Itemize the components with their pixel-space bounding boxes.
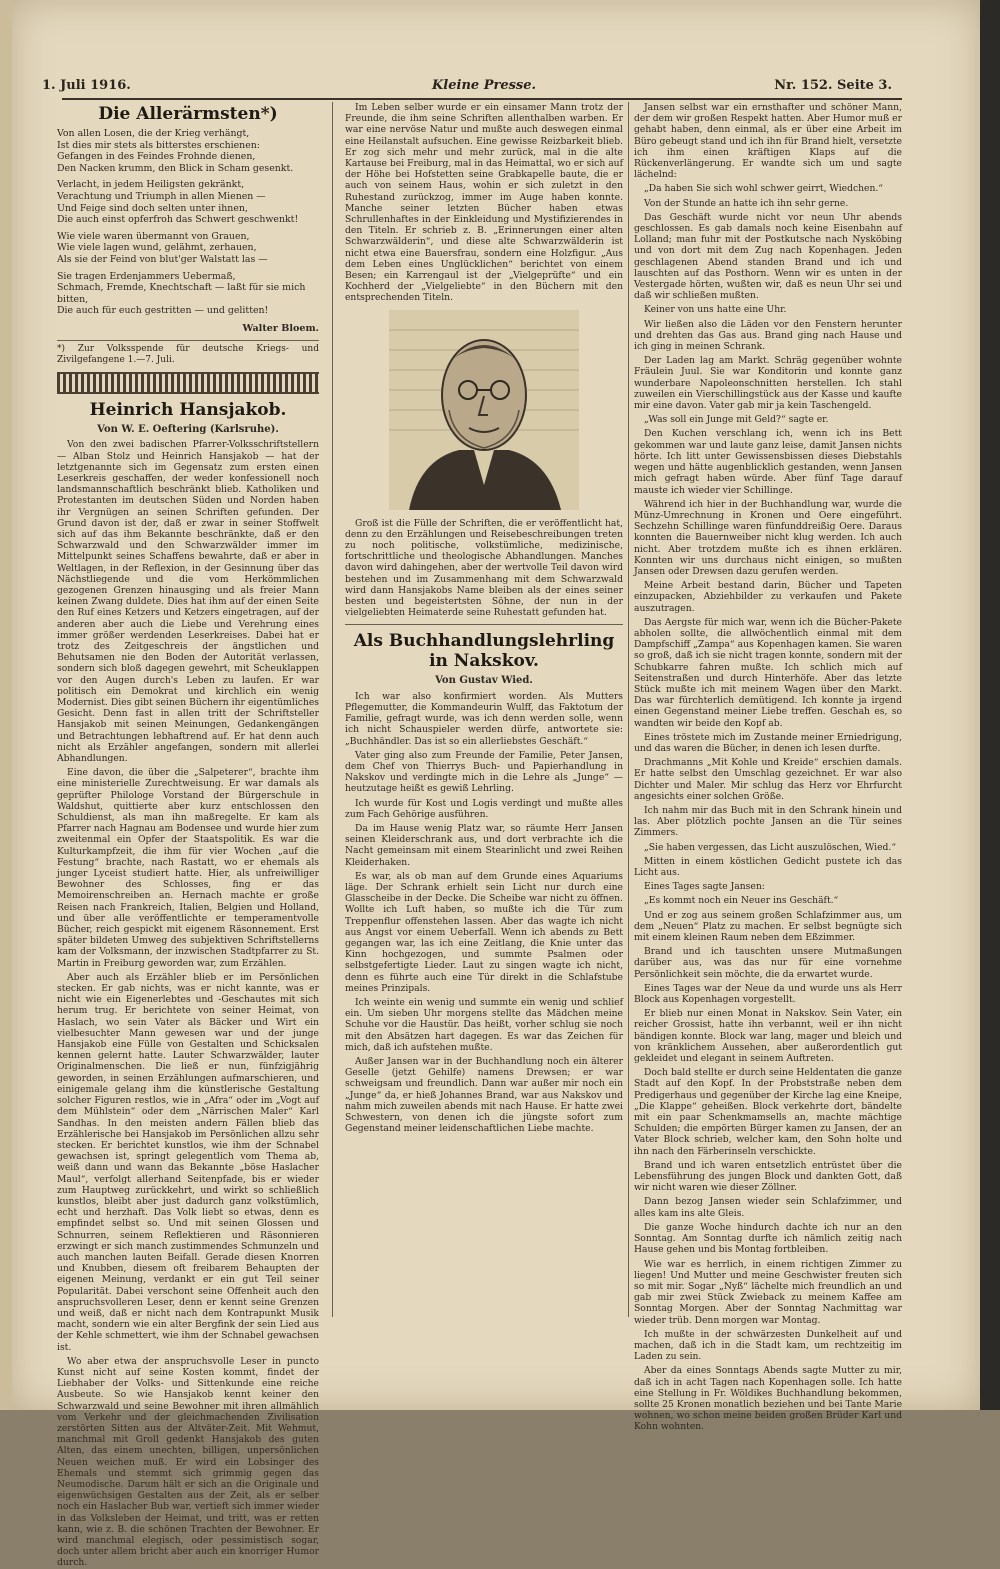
newspaper-page: [12, 0, 980, 1569]
poem-stanza: Sie tragen Erdenjammers Uebermaß, Schmach, Fremde, Knechtschaft — laßt für sie mich bitten, Die auch für euch gestritten — und gelitten!: [57, 270, 306, 317]
article2-paragraph: Der Laden lag am Markt. Schräg gegenüber wohnte Fräulein Juul. Sie war Konditorin und konnte ganz wunderbare Napoleonschnitten herstellen. Ich stahl zuweilen ein Vierschillingstück aus der Kasse und kaufte mir eine davon. Vater gab mir ja kein Taschengeld.: [634, 355, 902, 412]
header-issue: Nr. 152. Seite 3.: [774, 78, 892, 93]
article2-paragraph: „Da haben Sie sich wohl schwer geirrt, Wiedchen.“: [644, 183, 884, 195]
article1-byline: Von W. E. Oeftering (Karlsruhe).: [97, 424, 279, 436]
article1-title: Heinrich Hansjakob.: [89, 400, 287, 421]
article2-paragraph: Mitten in einem köstlichen Gedicht pustete ich das Licht aus.: [634, 855, 902, 878]
article2-paragraph: Eines tröstete mich im Zustande meiner Erniedrigung, und das waren die Bücher, in denen ich lesen durfte.: [634, 731, 902, 754]
article2-paragraph: Vater ging also zum Freunde der Familie, Peter Jansen, dem Chef von Thierrys Buch- und Papierhandlung in Nakskov und verdingte mich in die Lehre als „Junge“ — heutzutage heißt es gewiß Lehrling.: [345, 749, 623, 795]
ornament-divider: [57, 372, 319, 394]
article2-paragraph: Meine Arbeit bestand darin, Bücher und Tapeten einzupacken, Abziehbilder zu verkaufen und Pakete auszutragen.: [634, 580, 902, 614]
article2-paragraph: Ich war also konfirmiert worden. Als Mutters Pflegemutter, die Kommandeurin Wulff, das Faktotum der Familie, gefragt wurde, was ich denn werden solle, wenn ich nicht Schauspieler werden dürfe, antwortete sie: „Buchhändler. Das ist so ein allerliebstes Geschäft.“: [345, 690, 623, 747]
article2-paragraph: Das Aergste für mich war, wenn ich die Bücher-Pakete abholen sollte, die allwöchentlich einmal mit dem Dampfschiff „Zampa“ aus Kopenhagen kamen. Sie waren so groß, daß ich sie nicht tragen konnte, sondern mit der Schubkarre fahren mußte. Ich schlich mich auf Seitenstraßen und durch Hinterhöfe. Aber das letzte Stück mußte ich mit meinem Wagen über den Markt. Das war fürchterlich demütigend. Ich konnte ja irgend einen Gegenstand meiner Liebe treffen. Geschah es, so wandten wir beide den Kopf ab.: [634, 616, 902, 729]
article2-paragraph: „Es kommt noch ein Neuer ins Geschäft.“: [644, 895, 839, 907]
article2-paragraph: Wie war es herrlich, in einem richtigen Zimmer zu liegen! Und Mutter und meine Geschwister freuten sich so mit mir. Sogar „Nyß“ lächelte mich freundlich an und gab mir zwei Stück Zwieback zu meinem Kaffee am Sonntag Morgen. Aber der Sonntag Nachmittag war wieder trüb. Denn morgen war Montag.: [634, 1258, 902, 1326]
article2-paragraph: Es war, als ob man auf dem Grunde eines Aquariums läge. Der Schrank erhielt sein Licht nur durch eine Glasscheibe in der Decke. Die Scheibe war nicht zu öffnen. Wollte ich Luft haben, so mußte ich die Tür zum Treppenflur offenstehen lassen. Aber das wagte ich nicht aus Angst vor einem Ueberfall. Wenn ich abends zu Bett gegangen war, las ich eine Zeitlang, die Knie unter das Kinn hochgezogen, und summte Psalmen oder selbstgefertigte Lieder. Laut zu singen wagte ich nicht, denn es führte auch eine Tür direkt in die Schlafstube meines Prinzipals.: [345, 870, 623, 994]
poem-author: Walter Bloem.: [242, 322, 319, 334]
article2-paragraph: „Sie haben vergessen, das Licht auszulöschen, Wied.“: [644, 841, 897, 853]
poem-title: Die Allerärmsten*): [98, 104, 278, 124]
header-newspaper: Kleine Presse.: [432, 78, 537, 93]
article2-body: [345, 691, 623, 1135]
article1-body-end: [345, 518, 623, 619]
poem-stanza: Von allen Losen, die der Krieg verhängt, Ist dies mir stets als bitterstes erschienen: Gefangen in des Feindes Frohnde dienen, Den Nacken krumm, den Blick in Scham gesenkt.: [57, 128, 294, 174]
article2-paragraph: Brand und ich waren entsetzlich entrüstet über die Lebensführung des jungen Block und dankten Gott, daß wir nicht waren wie dieser Zöllner.: [634, 1159, 902, 1194]
column-1: [57, 102, 319, 1569]
article2-paragraph: Von der Stunde an hatte ich ihn sehr gerne.: [644, 197, 849, 209]
article2-byline: Von Gustav Wied.: [435, 675, 533, 687]
article-separator: [345, 624, 623, 625]
article2-paragraph: Jansen selbst war ein ernsthafter und schöner Mann, der dem wir großen Respekt hatten. Aber Humor muß er gehabt haben, denn einmal, als er über eine Arbeit im Büro gebeugt stand und ich ihn für Brand hielt, versetzte ich ihm einen kräftigen Klaps auf die Rückenverlängerung. Er wandte sich um und sagte lächelnd:: [634, 102, 902, 181]
article2-paragraph: „Was soll ein Junge mit Geld?“ sagte er.: [644, 414, 829, 426]
article2-paragraph: Er blieb nur einen Monat in Nakskov. Sein Vater, ein reicher Grossist, hatte ihn verbannt, weil er ihn nicht bändigen konnte. Block war lang, mager und bleich und von kränklichem Aussehen, aber außerordentlich gut gekleidet und elegant in seinem Auftreten.: [634, 1008, 902, 1065]
article2-body-cont: [634, 102, 902, 1433]
page-header: [32, 78, 892, 100]
header-date: 1. Juli 1916.: [42, 78, 131, 93]
article2-paragraph: Außer Jansen war in der Buchhandlung noch ein älterer Geselle (jetzt Gehilfe) namens Drewsen; er war schweigsam und freundlich. Dann war außer mir noch ein „Junge“ da, er hieß Johannes Brand, war aus Nakskov und nahm mich zuweilen abends mit nach Hause. Er hatte zwei Schwestern, von denen ich die jüngste sofort zum Gegenstand meiner leidenschaftlichen Liebe machte.: [345, 1055, 623, 1135]
article2-paragraph: Brand und ich tauschten unsere Mutmaßungen darüber aus, was das nur für eine vornehme Persönlichkeit sein möchte, die da erwartet wurde.: [634, 946, 902, 980]
article1-paragraph: Groß ist die Fülle der Schriften, die er veröffentlicht hat, denn zu den Erzählungen und Reisebeschreibungen treten zu noch politische, volkstümliche, medizinische, fortschrittliche und theologische Abhandlungen. Manches davon wird dahingehen, aber der wertvolle Teil davon wird bestehen und im Zusammenhang mit dem Schwarzwald wird dann Hansjakobs Name bleiben als der eines seiner besten und begeistertsten Söhne, der nun in der vielgeliebten Heimaterde seine Ruhestatt gefunden hat.: [345, 517, 623, 619]
column-rule-2: [628, 102, 629, 1317]
article2-paragraph: Ich wurde für Kost und Logis verdingt und mußte alles zum Fach Gehörige ausführen.: [345, 797, 623, 820]
hansjakob-portrait: [389, 310, 579, 510]
article2-paragraph: Das Geschäft wurde nicht vor neun Uhr abends geschlossen. Es gab damals noch keine Eisenbahn auf Lolland; man fuhr mit der Postkutsche nach Nysköbing und von dort mit dem Zug nach Kopenhagen. Jeden geschlagenen Abend standen Brand und ich und lauschten auf das Posthorn. Wenn wir es unten in der Vestergade hörten, wußten wir, daß es neun Uhr sei und daß wir schließen mußten.: [634, 211, 902, 302]
article2-paragraph: Eines Tages sagte Jansen:: [644, 881, 765, 893]
column-2: [345, 102, 623, 1317]
article1-body: [57, 439, 319, 1568]
article1-paragraph: Aber auch als Erzähler blieb er im Persönlichen stecken. Er gab nichts, was er nicht kannte, was er nicht wie ein Eigenerlebtes und -Geschautes mit sich herum trug. Er berichtete von seiner Heimat, von Haslach, wo sein Vater als Bäcker und Wirt ein vielbesuchter Mann gewesen war und der junge Hansjakob eine Fülle von Gestalten und Schicksalen kennen gelernt hatte. Lauter Schwarzwälder, lauter Originalmenschen. Die ließ er nun, fünfzigjährig geworden, in seinen Erzählungen aufmarschieren, und einigemale gelang ihm die künstlerische Gestaltung solcher Figuren restlos, wie in „Afra“ oder im „Vogt auf dem Mühlstein“ oder dem „Närrischen Maler“ Karl Sandhas. In den meisten andern Fällen blieb das Erzählerische bei Hansjakob im Persönlichen allzu sehr stecken. Er berichtet kunstlos, wie ihm der Schnabel gewachsen ist, springt gelegentlich vom Thema ab, weiß dann und wann das Bekannte „böse Haslacher Maul“, verfolgt allerhand Seitenpfade, bis er wieder zum Hauptweg zurückkehrt, und wirkt so schließlich kunstlos, bleibt aber just dadurch ganz volkstümlich, echt und herzhaft. Das Volk liebt so etwas, denn es empfindet selbst so. Und mit seinen Glossen und Schnurren, seinem Reflektieren und Räsonnieren erzwingt er sich manch zustimmendes Schmunzeln und auch manchen lauten Beifall. Gerade diesen Knorren und Knubben, diesem oft freibarem Behaupten der eigenen Meinung, verdankt er ein gut Teil seiner Popularität. Dabei verschont seine Offenheit auch den anspruchsvolleren Leser, denn er kennt seine Grenzen und weiß, daß er nicht nach dem Kontrapunkt Musik macht, sondern wie ein alter Bergfink der sein Lied aus der Kehle schmettert, wie ihm der Schnabel gewachsen ist.: [57, 971, 319, 1353]
spine-edge: [0, 0, 12, 1410]
article1-paragraph: Im Leben selber wurde er ein einsamer Mann trotz der Freunde, die ihm seine Schriften allenthalben warben. Er war eine nervöse Natur und mußte auch deswegen einmal eine Heilanstalt aufsuchen. Eine gewisse Reizbarkeit blieb. Er zog sich mehr und mehr zurück, mal in die alte Kartause bei Freiburg, mal in das Heimattal, wo er sich auf der Höhe bei Hofstetten seine Grabkapelle baute, die er auch von seinem Haus, wohin er sich zuletzt in den Ruhestand zurückzog, immer im Auge haben konnte. Manche seiner letzten Bücher haben etwas Schrullenhaftes in der Einkleidung und Mystifizierendes in den Titeln. Er schrieb z. B. „Erinnerungen einer alten Schwarzwälderin“, und diese alte Schwarzwälderin ist nicht etwa eine Bauersfrau, sondern eine Holzfigur. „Aus dem Leben eines Unglücklichen“ berichtet von einem Besen; ein Karrengaul ist der „Vielgeprüfte“ und ein Kochherd der „Vielgeliebte“ in den Büchern mit den entsprechenden Titeln.: [345, 102, 623, 304]
poem-stanza: Verlacht, in jedem Heiligsten gekränkt, Verachtung und Triumph in allen Mienen — Und Feige sind doch selten unter ihnen, Die auch einst opferfroh das Schwert geschwenkt!: [57, 179, 299, 226]
article1-body-cont: [345, 102, 623, 304]
article2-paragraph: Die ganze Woche hindurch dachte ich nur an den Sonntag. Am Sonntag durfte ich nämlich zeitig nach Hause gehen und bis Montag fortbleiben.: [634, 1221, 902, 1256]
article2-paragraph: Den Kuchen verschlang ich, wenn ich ins Bett gekommen war und laute ganz leise, damit Jansen nichts hörte. Ich litt unter Gewissensbissen dieses Diebstahls wegen und hätte augenblicklich gestanden, wenn Jansen mich gefragt haben würde. Aber fünf Tage darauf mauste ich wieder vier Schillinge.: [634, 428, 902, 496]
article2-paragraph: Ich mußte in der schwärzesten Dunkelheit auf und machen, daß ich in die Stadt kam, um rechtzeitig im Laden zu sein.: [634, 1328, 902, 1363]
article2-title: Als Buchhandlungslehrling in Nakskov.: [353, 631, 615, 672]
article2-paragraph: Keiner von uns hatte eine Uhr.: [644, 304, 787, 316]
article2-paragraph: Und er zog aus seinem großen Schlafzimmer aus, um dem „Neuen“ Platz zu machen. Er selbst begnügte sich mit einem kleinen Raum neben dem Eßzimmer.: [634, 909, 902, 944]
article1-paragraph: Wo aber etwa der anspruchsvolle Leser in puncto Kunst nicht auf seine Kosten kommt, findet der Liebhaber der Volks- und Sittenkunde eine reiche Ausbeute. So wie Hansjakob kennt keiner den Schwarzwald und seine Bewohner mit ihren allmählich vom Verkehr und der gleichmachenden Zivilisation zerstörten Sitten aus der Altväter-Zeit. Mit Wehmut, manchmal mit Groll gedenkt Hansjakob des guten Alten, das einem unechten, billigen, unpersönlichen Neuen weichen muß. Er wird ein Lobsinger des Ehemals und stemmt sich grimmig gegen das Neumodische. Darum hält er sich an die Originale und eigenwüchsigen Gestalten aus der Zeit, als er selber noch ein Haslacher Bub war, vertieft sich immer wieder in das Volksleben der Heimat, und tritt, was er retten kann, wie z. B. die schönen Trachten der Bewohner. Er wird manchmal elegisch, oder pessimistisch sogar, doch unter allem bricht aber auch ein knorriger Humor durch.: [57, 1355, 319, 1569]
article2-paragraph: Wir ließen also die Läden vor den Fenstern herunter und drehten das Gas aus. Brand ging nach Hause und ich ging in meinen Schrank.: [634, 318, 902, 353]
article2-paragraph: Eines Tages war der Neue da und wurde uns als Herr Block aus Kopenhagen vorgestellt.: [634, 982, 902, 1006]
article2-paragraph: Aber da eines Sonntags Abends sagte Mutter zu mir, daß ich in acht Tagen nach Kopenhagen solle. Ich hatte eine Stellung in Fr. Wöldikes Buchhandlung bekommen, sollte 25 Kronen monatlich beziehen und bei Tante Marie wohnen, wo schon meine beiden großen Brüder Karl und Kohn wohnten.: [634, 1365, 903, 1433]
article2-paragraph: Ich nahm mir das Buch mit in den Schrank hinein und las. Aber plötzlich pochte Jansen an die Tür seines Zimmers.: [634, 804, 902, 839]
poem: [57, 128, 319, 317]
article2-paragraph: Da im Hause wenig Platz war, so räumte Herr Jansen seinen Kleiderschrank aus, und dort verbrachte ich die Nacht gemeinsam mit einem Stearinlicht und zwei Reihen Kleiderhaken.: [345, 822, 623, 868]
article1-paragraph: Eine davon, die über die „Salpeterer“, brachte ihm eine ministerielle Zurechtweisung. Er war damals als geprüfter Philologe Vorstand der Bürgerschule in Waldshut, quittierte aber kurz entschlossen den Schuldienst, als man ihn maßregelte. Er kam als Pfarrer nach Hagnau am Bodensee und wurde hier zum zweitenmal ein Opfer der Staatspolitik. Es war die Kulturkampfzeit, die ihm für vier Wochen „auf die Festung“ brachte, nach Rastatt, wo er ehemals als junger Lyceist studiert hatte. Hier, als unfreiwilliger Bewohner des Schlosses, fing er das Memoirenschreiben an. Hernach machte er große Reisen nach Frankreich, Italien, Belgien und Holland, und über alle veröffentlichte er temperamentvolle Bücher, reich gespickt mit eigenem Räsonnement. Erst später bildeten Umweg des subjektiven Schriftstellerns kam der Volksmann, der inzwischen Stadtpfarrer zu St. Martin in Freiburg geworden war, zum Erzählen.: [57, 767, 319, 969]
poem-footnote: *) Zur Volksspende für deutsche Kriegs- und Zivilgefangene 1.—7. Juli.: [57, 340, 319, 366]
article2-paragraph: Drachmanns „Mit Kohle und Kreide“ erschien damals. Er hatte selbst den Umschlag gezeichnet. Er war also Dichter und Maler. Mir schlug das Herz vor Ehrfurcht angesichts einer solchen Größe.: [634, 757, 902, 802]
scan-edge: [980, 0, 1000, 1410]
column-3: [634, 102, 903, 1433]
poem-stanza: Wie viele waren übermannt von Grauen, Wie viele lagen wund, gelähmt, zerhauen, Als sie der Feind von blut'ger Walstatt las —: [57, 230, 268, 265]
article2-paragraph: Ich weinte ein wenig und summte ein wenig und schlief ein. Um sieben Uhr morgens stellte das Mädchen meine Schuhe vor die Haustür. Das heißt, vorher schlug sie noch mit den Absätzen hart dagegen. Es war das Zeichen für mich, daß ich aufstehen mußte.: [345, 996, 623, 1053]
column-rule-1: [332, 102, 333, 1317]
header-rule: [62, 98, 902, 100]
article1-paragraph: Von den zwei badischen Pfarrer-Volksschriftstellern — Alban Stolz und Heinrich Hansjakob — hat der letztgenannte sich im Gegensatz zum ersten einen Leserkreis geschaffen, der weder konfessionell noch landsmannschaftlich beschränkt blieb. Katholiken und Protestanten im deutschen Süden und Norden haben ihr Vergnügen an seinen Schriften gefunden. Der Grund davon ist der, daß er zwar in seiner Stoffwelt sich auf das ihm Bekannte beschränkte, daß er den Schwarzwald und den Schwarzwälder immer im Mittelpunkt seines Schaffens bewahrte, daß er aber in Weltlagen, in der Reflexion, in der Gesinnung über das Nächstliegende und die vom Herkömmlichen gezogenen Grenzen hinausging und als freier Mann keinen Zwang duldete. Dies hat ihm auf der einen Seite den Ruf eines Ketzers und Ketzers eingetragen, auf der anderen aber auch die Liebe und Verehrung eines immer größer werdenden Leserkreises. Dabei hat er trotz des Zeitgeschreis der ängstlichen und Behutsamen nie den Boden der Autorität verlassen, sondern sich bloß dagegen gewehrt, mit Scheuklappen vor den Augen durch's Leben zu laufen. Er war politisch ein Demokrat und kirchlich ein wenig Modernist. Dies gibt seinen Büchern ihr eigentümliches Gesicht. Denn fast in allen tritt der Schriftsteller Hansjakob mit seinen Meinungen, Gedankengängen und Betrachtungen lebhaftrend auf. Er hat denn auch nicht als Erzähler angefangen, sondern mit allerlei Abhandlungen.: [57, 439, 319, 764]
article2-paragraph: Dann bezog Jansen wieder sein Schlafzimmer, und alles kam ins alte Gleis.: [634, 1196, 902, 1219]
article2-paragraph: Während ich hier in der Buchhandlung war, wurde die Münz-Umrechnung in Kronen und Oere eingeführt. Sechzehn Schillinge waren fünfunddreißig Oere. Daraus konnten die Bauernweiber nicht klug werden. Ich auch nicht. Aber trotzdem mußte ich es ihnen erklären. Konnten wir uns durchaus nicht einigen, so mußten Jansen oder Drewsen dazu gerufen werden.: [634, 498, 902, 577]
article2-paragraph: Doch bald stellte er durch seine Heldentaten die ganze Stadt auf den Kopf. In der Probststraße neben dem Predigerhaus und gegenüber der Kirche lag eine Kneipe, „Die Klappe“ geheißen. Block verkehrte dort, bändelte mit ein paar Schenkmamsells an, machte mächtige Schulden; die empörten Bürger kamen zu Jansen, der an Vater Block schrieb, welcher kam, den Sohn holte und ihn nach den Färberinseln verschickte.: [634, 1067, 902, 1157]
